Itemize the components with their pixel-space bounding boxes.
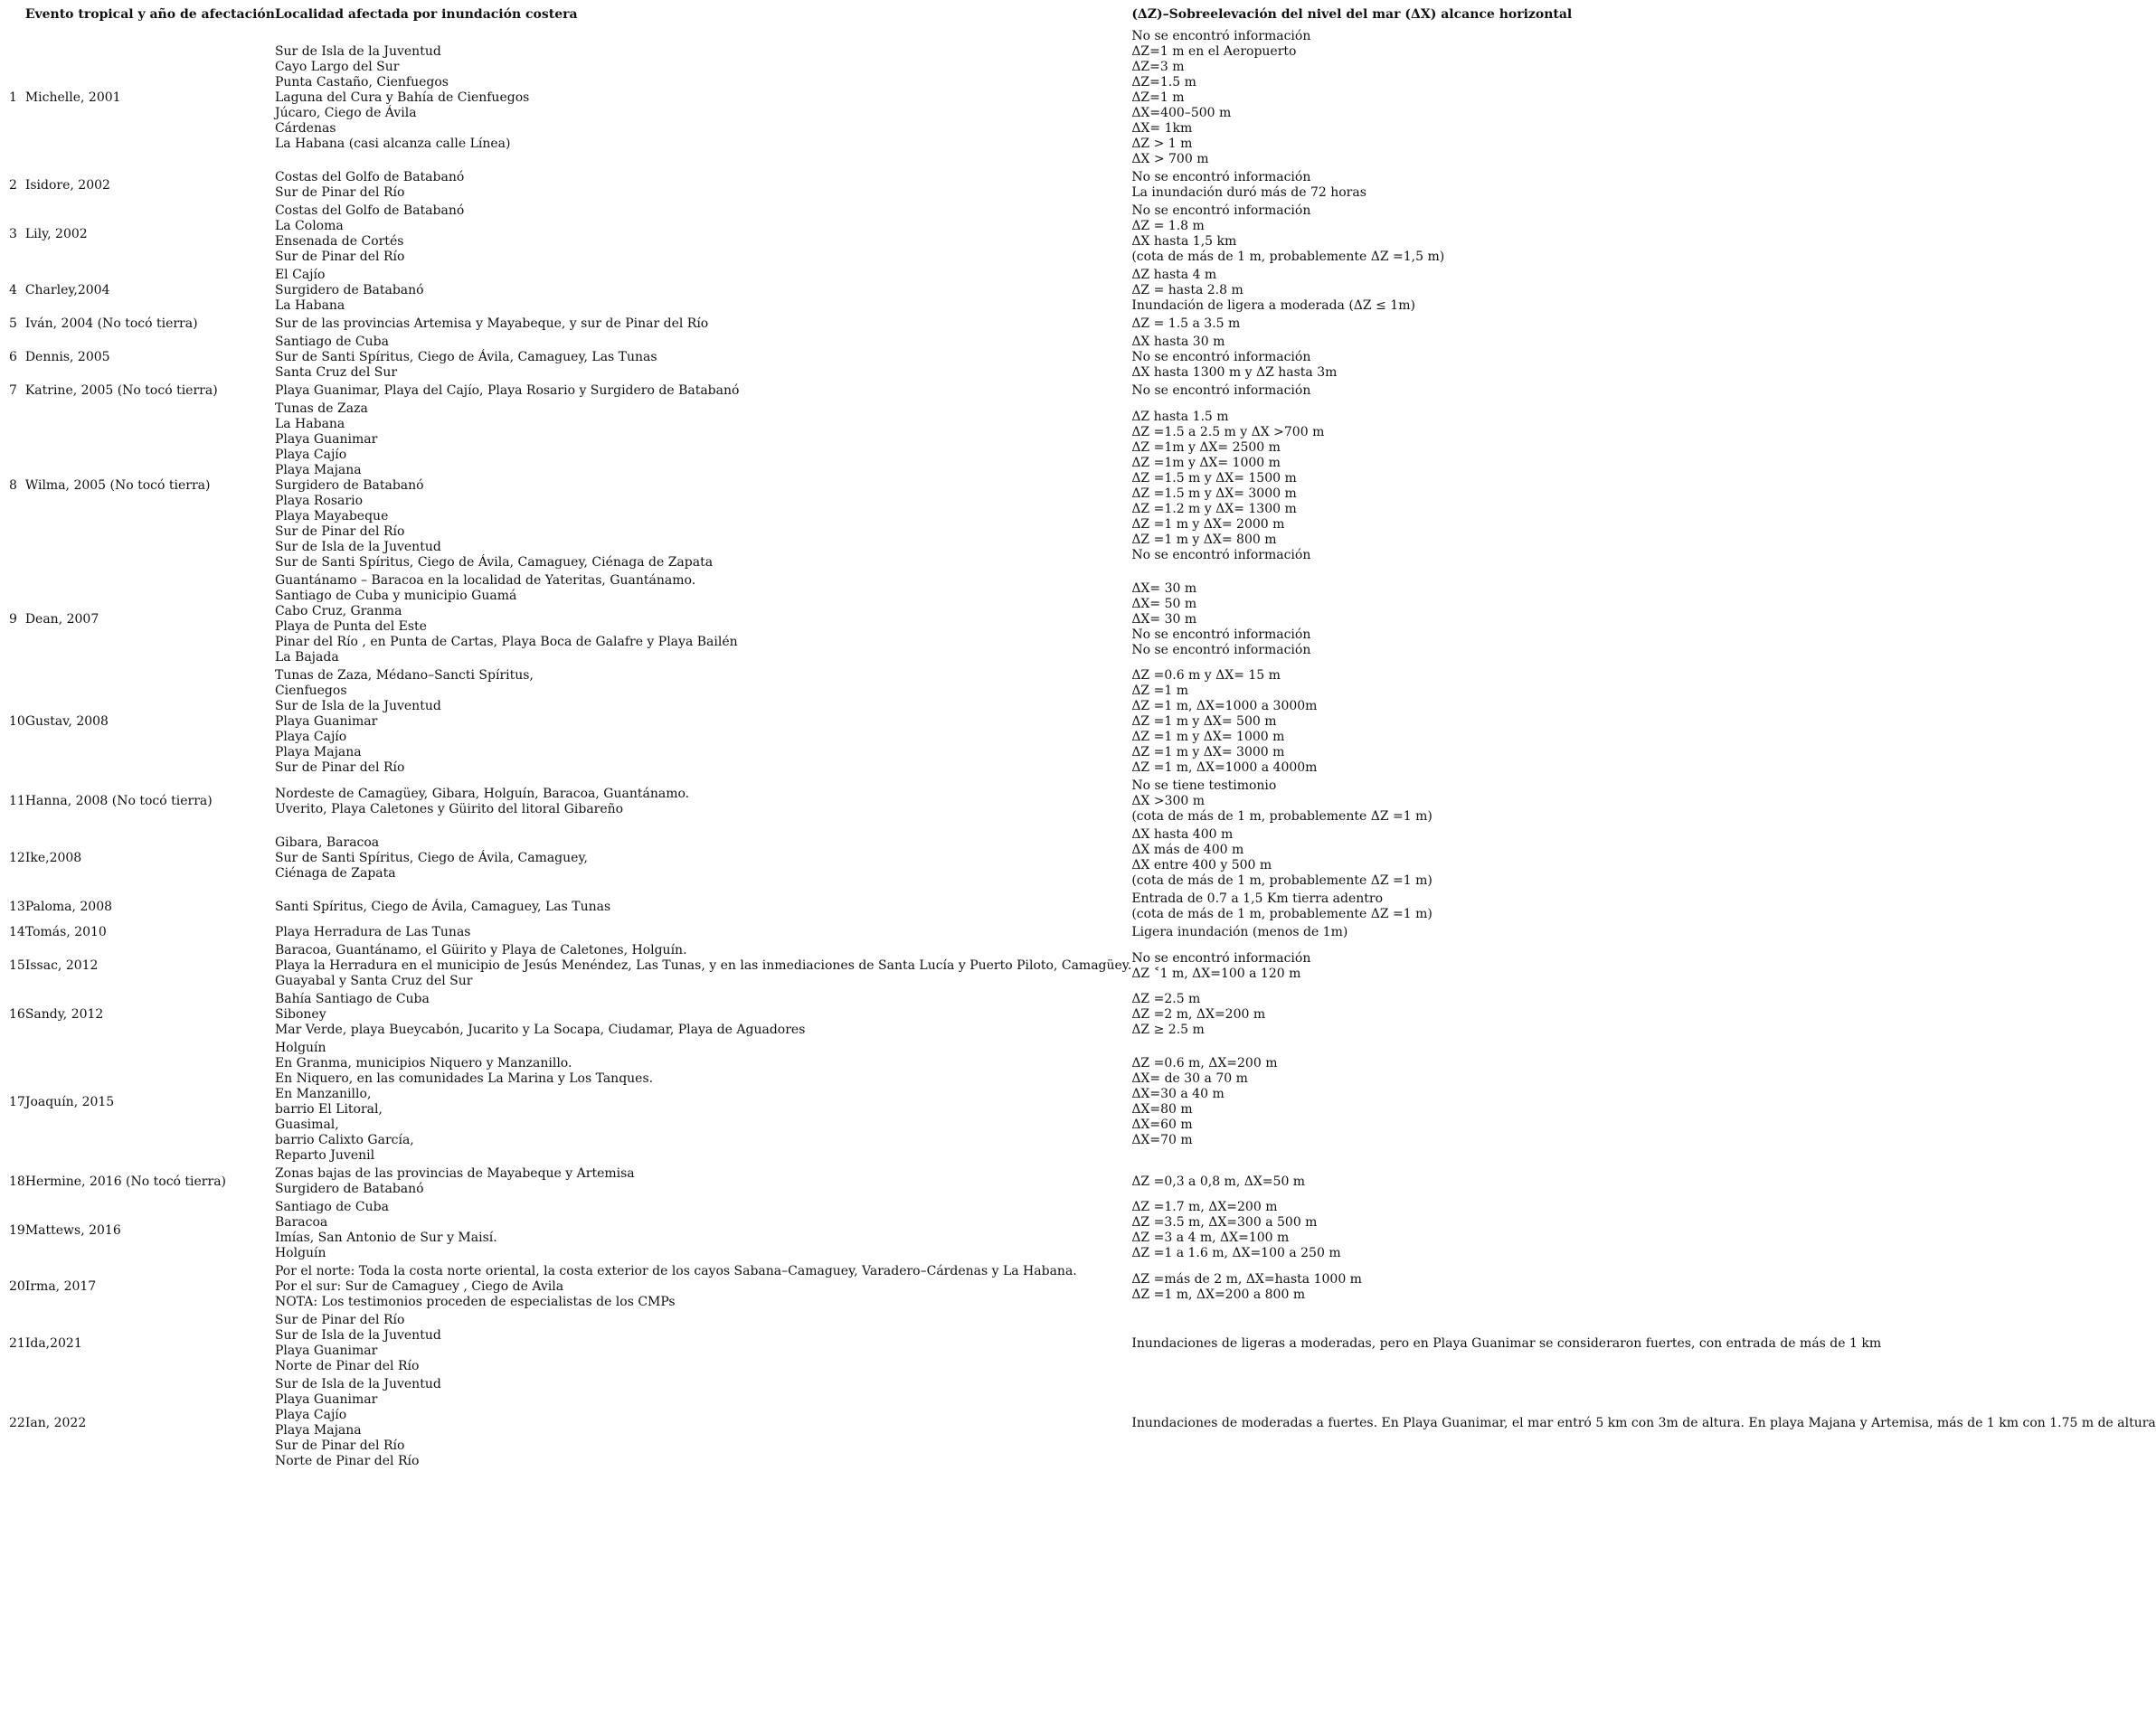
impact-line: ΔZ =2.5 m: [1131, 992, 1201, 1006]
locality-cell: [275, 1376, 1131, 1471]
locality-cell: [275, 924, 1131, 942]
locality-line: Sur de Pinar del Río: [274, 250, 405, 264]
locality-cell: [275, 334, 1131, 382]
locality-line: Tunas de Zaza: [274, 401, 368, 416]
locality-line: Sur de Santi Spíritus, Ciego de Ávila, Camaguey, Ciénaga de Zapata: [274, 555, 714, 570]
row-number: 4: [9, 283, 17, 297]
locality-line: Ensenada de Cortés: [274, 234, 404, 249]
impact-line: ΔX= 30 m: [1131, 580, 1197, 596]
locality-line: Playa Guanimar, Playa del Cajío, Playa Rosario y Surgidero de Batabanó: [274, 383, 740, 398]
impact-line: ΔZ =1 a 1.6 m, ΔX=100 a 250 m: [1131, 1246, 1341, 1260]
locality-line: Santi Spíritus, Ciego de Ávila, Camaguey, Las Tunas: [274, 899, 611, 914]
impact-line: ΔX=60 m: [1131, 1118, 1193, 1132]
locality-line: Sur de Santi Spíritus, Ciego de Ávila, Camaguey,: [274, 850, 588, 865]
table-row: [5, 891, 2156, 924]
row-number: 18: [9, 1174, 25, 1189]
header-impact: (ΔZ)–Sobreelevación del nivel del mar (ΔX) alcance horizontal: [1131, 7, 1573, 22]
locality-line: En Granma, municipios Niquero y Manzanillo.: [274, 1056, 572, 1070]
row-number: 3: [9, 226, 17, 241]
locality-line: Gibara, Baracoa: [274, 835, 380, 850]
impact-cell: [1131, 826, 2155, 891]
impact-cell: [1131, 401, 2155, 572]
locality-line: Playa Guanimar: [274, 1344, 378, 1358]
locality-line: Surgidero de Batabanó: [274, 283, 424, 297]
locality-line: Holguín: [274, 1041, 326, 1055]
locality-line: Playa Mayabeque: [274, 509, 389, 523]
row-number: 21: [9, 1335, 25, 1351]
impact-line: (cota de más de 1 m, probablemente ΔZ =1 m): [1131, 873, 1433, 888]
locality-line: Laguna del Cura y Bahía de Cienfuegos: [274, 90, 530, 105]
table-row: [5, 267, 2156, 316]
locality-cell: [275, 572, 1131, 667]
locality-cell: [275, 1263, 1131, 1312]
table-header-row: [5, 5, 2156, 28]
event-cell: Ike,2008: [24, 850, 82, 865]
event-cell: Charley,2004: [24, 283, 110, 297]
table-row: [5, 316, 2156, 334]
impact-line: ΔZ =1 m y ΔX= 800 m: [1131, 532, 1277, 547]
locality-line: Norte de Pinar del Río: [274, 1359, 420, 1373]
locality-line: La Bajada: [274, 650, 339, 665]
locality-line: Santiago de Cuba: [274, 1200, 389, 1214]
row-number: 14: [9, 925, 25, 939]
impact-line: No se encontró información: [1131, 170, 1311, 184]
table-row: [5, 667, 2156, 778]
locality-line: Playa de Punta del Este: [274, 619, 427, 634]
locality-line: Imías, San Antonio de Sur y Maisí.: [274, 1231, 497, 1245]
locality-line: Por el sur: Sur de Camaguey , Ciego de Avila: [274, 1279, 564, 1294]
locality-cell: [275, 667, 1131, 778]
impact-line: ΔZ = hasta 2.8 m: [1131, 283, 1243, 297]
locality-line: Holguín: [274, 1246, 326, 1260]
impact-line: No se encontró información: [1131, 350, 1311, 364]
locality-line: Bahía Santiago de Cuba: [274, 992, 430, 1006]
table-row: [5, 826, 2156, 891]
row-number: 9: [9, 611, 17, 627]
locality-cell: [275, 891, 1131, 924]
impact-line: (cota de más de 1 m, probablemente ΔZ =1,5 m): [1131, 250, 1445, 264]
locality-line: Playa Guanimar: [274, 1392, 378, 1407]
row-number: 2: [9, 177, 17, 193]
impact-line: ΔZ = 1.5 a 3.5 m: [1131, 316, 1241, 331]
impact-line: ΔX entre 400 y 500 m: [1131, 858, 1272, 872]
event-cell: Ida,2021: [24, 1335, 82, 1351]
locality-line: Sur de Isla de la Juventud: [274, 44, 441, 59]
table-row: [5, 169, 2156, 203]
impact-line: ΔX=70 m: [1131, 1133, 1193, 1147]
locality-line: Pinar del Río , en Punta de Cartas, Playa Boca de Galafre y Playa Bailén: [274, 635, 738, 649]
impact-line: No se tiene testimonio: [1131, 778, 1277, 793]
impact-cell: [1131, 28, 2155, 169]
impact-line: ΔZ =3.5 m, ΔX=300 a 500 m: [1131, 1215, 1318, 1230]
locality-line: Sur de Santi Spíritus, Ciego de Ávila, Camaguey, Las Tunas: [274, 350, 657, 364]
locality-line: En Manzanillo,: [274, 1087, 372, 1101]
impact-line: ΔX hasta 400 m: [1131, 827, 1234, 842]
table-row: [5, 334, 2156, 382]
impact-line: ΔX hasta 1,5 km: [1131, 234, 1237, 249]
row-number: 1: [9, 90, 17, 105]
impact-line: No se encontró información: [1131, 627, 1311, 642]
row-number: 8: [9, 478, 17, 493]
locality-line: Guayabal y Santa Cruz del Sur: [274, 974, 473, 988]
event-cell: Tomás, 2010: [24, 925, 107, 939]
table-row: [5, 924, 2156, 942]
impact-line: ΔZ =1m y ΔX= 2500 m: [1131, 439, 1281, 455]
table-row: [5, 401, 2156, 572]
impact-cell: [1131, 1040, 2155, 1165]
impact-line: ΔZ =1 m: [1131, 684, 1188, 698]
table-row: [5, 778, 2156, 826]
impact-line: ΔZ =3 a 4 m, ΔX=100 m: [1131, 1231, 1290, 1245]
impact-line: ΔX > 700 m: [1131, 152, 1209, 166]
locality-line: Sur de Isla de la Juventud: [274, 699, 441, 713]
impact-cell: [1131, 924, 2155, 942]
table-row: [5, 991, 2156, 1040]
locality-line: Surgidero de Batabanó: [274, 1182, 424, 1196]
impact-line: ΔZ ≥ 2.5 m: [1131, 1023, 1205, 1037]
impact-line: Entrada de 0.7 a 1,5 Km tierra adentro: [1131, 891, 1384, 906]
locality-line: Playa Guanimar: [274, 714, 378, 729]
impact-line: ΔZ =1.7 m, ΔX=200 m: [1131, 1200, 1278, 1214]
table-row: [5, 1199, 2156, 1263]
impact-line: No se encontró información: [1131, 950, 1311, 966]
locality-line: Sur de Pinar del Río: [274, 185, 405, 200]
event-cell: Mattews, 2016: [24, 1222, 121, 1238]
impact-cell: [1131, 991, 2155, 1040]
locality-line: La Coloma: [274, 219, 344, 233]
impact-cell: [1131, 891, 2155, 924]
event-cell: Ian, 2022: [24, 1415, 87, 1430]
flood-events-table: [5, 5, 2156, 1471]
locality-cell: [275, 942, 1131, 991]
impact-cell: [1131, 1199, 2155, 1263]
locality-line: La Habana (casi alcanza calle Línea): [274, 137, 511, 151]
locality-line: Playa Majana: [274, 463, 362, 477]
locality-cell: [275, 316, 1131, 334]
impact-line: ΔZ =1 m, ΔX=1000 a 4000m: [1131, 760, 1318, 775]
impact-line: ΔZ =0.6 m y ΔX= 15 m: [1131, 668, 1281, 683]
header-num: [5, 5, 25, 28]
locality-line: barrio El Litoral,: [274, 1102, 383, 1117]
event-cell: Lily, 2002: [24, 226, 88, 241]
table-row: [5, 1263, 2156, 1312]
event-cell: Irma, 2017: [24, 1279, 97, 1294]
impact-line: ΔZ hasta 1.5 m: [1131, 409, 1229, 424]
impact-cell: [1131, 1165, 2155, 1199]
locality-line: Santiago de Cuba y municipio Guamá: [274, 589, 517, 603]
impact-cell: [1131, 203, 2155, 267]
locality-line: Sur de Pinar del Río: [274, 1313, 405, 1327]
impact-line: ΔZ =1 m, ΔX=1000 a 3000m: [1131, 699, 1318, 713]
impact-cell: [1131, 1263, 2155, 1312]
locality-line: Playa Guanimar: [274, 432, 378, 447]
event-cell: Joaquín, 2015: [24, 1094, 115, 1109]
impact-line: ΔZ =1.2 m y ΔX= 1300 m: [1131, 501, 1297, 516]
row-number: 7: [9, 383, 17, 398]
locality-line: Cárdenas: [274, 121, 336, 136]
locality-line: Sur de Pinar del Río: [274, 1438, 405, 1453]
locality-line: Reparto Juvenil: [274, 1148, 375, 1163]
row-number: 19: [9, 1222, 25, 1238]
locality-line: NOTA: Los testimonios proceden de especialistas de los CMPs: [274, 1295, 676, 1309]
locality-cell: [275, 28, 1131, 169]
locality-line: Por el norte: Toda la costa norte oriental, la costa exterior de los cayos Sabana–Camaguey, Varadero–Cárdenas y La Habana.: [274, 1264, 1077, 1278]
row-number: 16: [9, 1007, 25, 1022]
locality-line: Tunas de Zaza, Médano–Sancti Spíritus,: [274, 668, 534, 683]
impact-line: La inundación duró más de 72 horas: [1131, 185, 1366, 200]
locality-line: Punta Castaño, Cienfuegos: [274, 75, 449, 90]
locality-line: Sur de Pinar del Río: [274, 760, 405, 775]
event-cell: Michelle, 2001: [24, 90, 121, 105]
event-cell: Katrine, 2005 (No tocó tierra): [24, 383, 218, 398]
event-cell: Dean, 2007: [24, 611, 99, 627]
table-row: [5, 382, 2156, 401]
impact-cell: [1131, 267, 2155, 316]
locality-cell: [275, 382, 1131, 401]
locality-line: Siboney: [274, 1007, 326, 1022]
impact-line: ΔX más de 400 m: [1131, 843, 1244, 857]
impact-cell: [1131, 382, 2155, 401]
locality-line: Cayo Largo del Sur: [274, 60, 400, 74]
locality-line: Costas del Golfo de Batabanó: [274, 170, 465, 184]
event-cell: Wilma, 2005 (No tocó tierra): [24, 478, 211, 493]
impact-cell: [1131, 778, 2155, 826]
locality-line: Playa Cajío: [274, 1408, 347, 1422]
locality-cell: [275, 1040, 1131, 1165]
locality-line: Santa Cruz del Sur: [274, 365, 398, 380]
impact-cell: [1131, 942, 2155, 991]
locality-line: Sur de Isla de la Juventud: [274, 1328, 441, 1343]
impact-line: ΔX hasta 30 m: [1131, 335, 1225, 349]
table-row: [5, 942, 2156, 991]
locality-line: Santiago de Cuba: [274, 335, 389, 349]
locality-line: Playa Cajío: [274, 730, 347, 744]
event-cell: Issac, 2012: [24, 958, 99, 973]
locality-line: Guantánamo – Baracoa en la localidad de Yateritas, Guantánamo.: [274, 573, 696, 588]
table-row: [5, 203, 2156, 267]
table-row: [5, 1165, 2156, 1199]
table-row: [5, 1312, 2156, 1376]
locality-line: Baracoa: [274, 1215, 328, 1230]
impact-line: ΔZ=1.5 m: [1131, 75, 1196, 90]
locality-line: Sur de las provincias Artemisa y Mayabeque, y sur de Pinar del Río: [274, 316, 709, 331]
locality-line: Playa Rosario: [274, 494, 364, 508]
locality-line: barrio Calixto García,: [274, 1133, 414, 1147]
locality-line: Playa Majana: [274, 745, 362, 759]
row-number: 6: [9, 350, 17, 364]
impact-line: ΔX= de 30 a 70 m: [1131, 1071, 1248, 1086]
impact-line: ΔX=30 a 40 m: [1131, 1087, 1225, 1101]
locality-cell: [275, 826, 1131, 891]
row-number: 17: [9, 1094, 25, 1109]
row-number: 13: [9, 899, 25, 914]
impact-line: ΔZ hasta 4 m: [1131, 268, 1217, 282]
row-number: 10: [9, 714, 25, 729]
locality-line: Cienfuegos: [274, 684, 347, 698]
impact-line: ΔZ=3 m: [1131, 60, 1185, 74]
impact-line: No se encontró información: [1131, 29, 1311, 43]
impact-line: ΔX >300 m: [1131, 794, 1206, 808]
event-cell: Hermine, 2016 (No tocó tierra): [24, 1174, 226, 1189]
locality-line: Cabo Cruz, Granma: [274, 604, 402, 618]
locality-line: Sur de Isla de la Juventud: [274, 1377, 441, 1391]
impact-line: ΔZ =0,3 a 0,8 m, ΔX=50 m: [1131, 1174, 1306, 1189]
impact-line: ΔZ =0.6 m, ΔX=200 m: [1131, 1056, 1278, 1070]
locality-cell: [275, 401, 1131, 572]
event-cell: Sandy, 2012: [24, 1007, 104, 1022]
impact-line: No se encontró información: [1131, 383, 1311, 398]
impact-cell: [1131, 334, 2155, 382]
impact-line: ΔZ =1.5 m y ΔX= 3000 m: [1131, 486, 1297, 501]
row-number: 22: [9, 1415, 25, 1430]
impact-line: No se encontró información: [1131, 642, 1311, 657]
impact-cell: [1131, 169, 2155, 203]
impact-line: (cota de más de 1 m, probablemente ΔZ =1 m): [1131, 907, 1433, 921]
impact-line: Ligera inundación (menos de 1m): [1131, 925, 1348, 939]
locality-line: Sur de Isla de la Juventud: [274, 540, 441, 554]
locality-line: Costas del Golfo de Batabanó: [274, 203, 465, 218]
locality-line: Playa Herradura de Las Tunas: [274, 925, 471, 939]
locality-cell: [275, 267, 1131, 316]
locality-line: Playa Cajío: [274, 448, 347, 462]
locality-line: Norte de Pinar del Río: [274, 1454, 420, 1468]
event-cell: Paloma, 2008: [24, 899, 113, 914]
event-cell: Iván, 2004 (No tocó tierra): [24, 316, 198, 331]
locality-line: Baracoa, Guantánamo, el Güirito y Playa de Caletones, Holguín.: [274, 943, 687, 957]
impact-line: ΔX=80 m: [1131, 1102, 1193, 1117]
locality-line: Playa Majana: [274, 1423, 362, 1438]
impact-line: ΔZ = 1.8 m: [1131, 219, 1205, 233]
impact-cell: [1131, 572, 2155, 667]
impact-line: ΔZ =1 m y ΔX= 2000 m: [1131, 516, 1285, 532]
impact-line: Inundaciones de ligeras a moderadas, pero en Playa Guanimar se consideraron fuertes, con entrada de más de 1 km: [1131, 1335, 1882, 1351]
locality-line: Ciénaga de Zapata: [274, 865, 396, 881]
impact-line: (cota de más de 1 m, probablemente ΔZ =1 m): [1131, 809, 1433, 824]
impact-line: ΔZ=1 m en el Aeropuerto: [1131, 44, 1297, 59]
locality-line: El Cajío: [274, 268, 326, 282]
locality-cell: [275, 1312, 1131, 1376]
table-row: [5, 1376, 2156, 1471]
impact-line: ΔX=400–500 m: [1131, 106, 1232, 120]
impact-line: ΔZ =más de 2 m, ΔX=hasta 1000 m: [1131, 1271, 1362, 1287]
impact-cell: [1131, 1312, 2155, 1376]
locality-line: Nordeste de Camagüey, Gibara, Holguín, Baracoa, Guantánamo.: [274, 786, 690, 801]
table-body: [5, 28, 2156, 1471]
table-row: [5, 572, 2156, 667]
impact-line: ΔX= 50 m: [1131, 596, 1197, 611]
impact-line: ΔZ=1 m: [1131, 90, 1185, 105]
impact-line: Inundación de ligera a moderada (ΔZ ≤ 1m): [1131, 298, 1415, 313]
row-number: 20: [9, 1279, 25, 1294]
impact-cell: [1131, 667, 2155, 778]
impact-line: Inundaciones de moderadas a fuertes. En Playa Guanimar, el mar entró 5 km con 3m de altura. En playa Majana y Artemisa, más de 1 km con 1.75 m de altura: [1131, 1415, 2156, 1430]
row-number: 5: [9, 316, 17, 331]
locality-line: Surgidero de Batabanó: [274, 478, 424, 493]
impact-line: ΔZ =2 m, ΔX=200 m: [1131, 1007, 1266, 1022]
row-number: 11: [9, 794, 25, 808]
table-row: [5, 28, 2156, 169]
event-cell: Isidore, 2002: [24, 177, 110, 193]
locality-line: Uverito, Playa Caletones y Güirito del litoral Gibareño: [274, 801, 624, 816]
locality-cell: [275, 991, 1131, 1040]
locality-line: Sur de Pinar del Río: [274, 524, 405, 539]
impact-line: ΔZ =1 m y ΔX= 1000 m: [1131, 730, 1285, 744]
table-row: [5, 1040, 2156, 1165]
locality-line: Júcaro, Ciego de Ávila: [274, 106, 417, 120]
impact-line: ΔZ =1 m y ΔX= 3000 m: [1131, 745, 1285, 759]
locality-line: Guasimal,: [274, 1118, 339, 1132]
impact-line: ΔZ =1 m y ΔX= 500 m: [1131, 714, 1277, 729]
impact-line: ΔZ ˂1 m, ΔX=100 a 120 m: [1131, 966, 1301, 981]
locality-cell: [275, 778, 1131, 826]
impact-line: ΔX= 30 m: [1131, 611, 1197, 627]
header-event: Evento tropical y año de afectación: [24, 7, 275, 22]
impact-line: No se encontró información: [1131, 203, 1311, 218]
locality-cell: [275, 203, 1131, 267]
impact-line: ΔZ =1m y ΔX= 1000 m: [1131, 455, 1281, 470]
row-number: 12: [9, 850, 25, 865]
locality-line: Playa la Herradura en el municipio de Jesús Menéndez, Las Tunas, y en las inmediaciones de Santa Lucía y Puerto Piloto, Camagüey.: [274, 958, 1132, 973]
event-cell: Gustav, 2008: [24, 714, 109, 729]
locality-line: La Habana: [274, 298, 345, 313]
impact-line: ΔX hasta 1300 m y ΔZ hasta 3m: [1131, 365, 1338, 380]
impact-line: ΔZ > 1 m: [1131, 137, 1193, 151]
impact-cell: [1131, 316, 2155, 334]
impact-line: No se encontró información: [1131, 547, 1311, 562]
event-cell: Hanna, 2008 (No tocó tierra): [24, 794, 213, 808]
row-number: 15: [9, 958, 25, 973]
locality-cell: [275, 1165, 1131, 1199]
event-cell: Dennis, 2005: [24, 350, 110, 364]
locality-cell: [275, 169, 1131, 203]
locality-cell: [275, 1199, 1131, 1263]
header-locality: Localidad afectada por inundación costera: [274, 7, 578, 22]
impact-line: ΔZ =1.5 m y ΔX= 1500 m: [1131, 470, 1297, 486]
locality-line: La Habana: [274, 417, 345, 431]
impact-cell: [1131, 1376, 2155, 1471]
locality-line: Zonas bajas de las provincias de Mayabeque y Artemisa: [274, 1166, 635, 1181]
locality-line: En Niquero, en las comunidades La Marina y Los Tanques.: [274, 1071, 654, 1086]
impact-line: ΔX= 1km: [1131, 121, 1193, 136]
locality-line: Mar Verde, playa Bueycabón, Jucarito y La Socapa, Ciudamar, Playa de Aguadores: [274, 1023, 806, 1037]
impact-line: ΔZ =1 m, ΔX=200 a 800 m: [1131, 1287, 1306, 1302]
impact-line: ΔZ =1.5 a 2.5 m y ΔX >700 m: [1131, 424, 1325, 439]
